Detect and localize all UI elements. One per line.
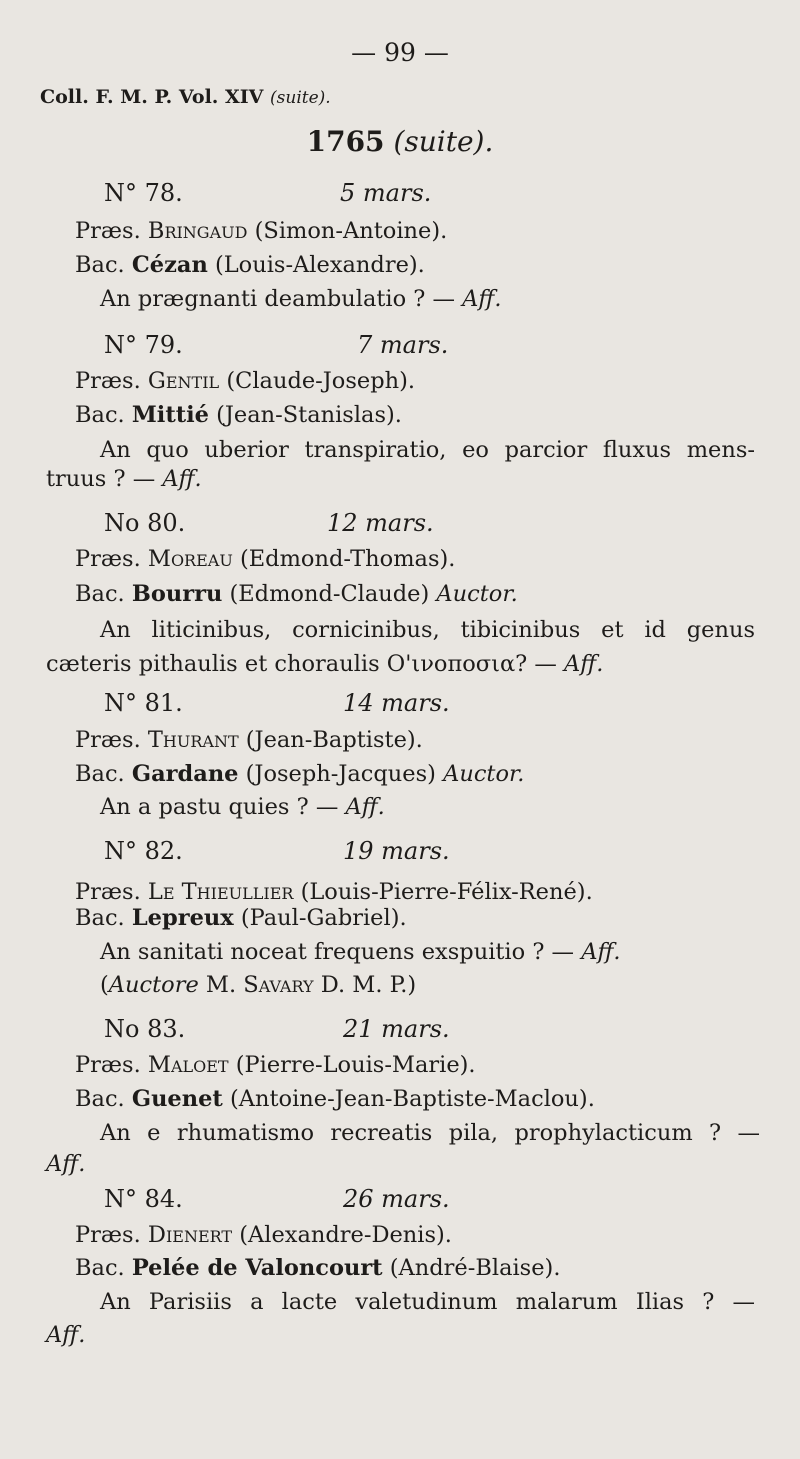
praeses-label: Præs.	[75, 368, 141, 394]
thesis-text: An a pastu quies ? —	[100, 794, 346, 820]
bac-name: Cézan	[131, 252, 208, 278]
entry-date: 26 mars.	[343, 1185, 450, 1213]
bac-forenames: (André-Blaise).	[389, 1255, 561, 1281]
thesis-verdict: Aff.	[581, 939, 621, 965]
bac-label: Bac.	[75, 761, 125, 787]
bac-name: Bourru	[131, 581, 223, 607]
thesis-text-line-2: truus ? —	[46, 466, 163, 492]
praeses-forenames: (Edmond-Thomas).	[239, 546, 456, 572]
baccalaureus-line	[75, 1253, 560, 1283]
thesis-verdict: Aff.	[162, 466, 202, 492]
collection-heading	[40, 86, 331, 108]
thesis-question	[100, 284, 502, 314]
praeses-forenames: (Jean-Baptiste).	[245, 727, 423, 753]
praeses-name: Dienert	[147, 1222, 233, 1248]
bac-forenames: (Edmond-Claude)	[229, 581, 437, 607]
entry-date: 19 mars.	[343, 837, 450, 865]
bac-name: Gardane	[131, 761, 239, 787]
thesis-text: An sanitati noceat frequens exspuitio ? —	[100, 939, 582, 965]
bac-forenames: (Jean-Stanislas).	[216, 402, 402, 428]
year-number: 1765	[306, 125, 385, 158]
praeses-line	[75, 366, 415, 396]
note-degree: D. M. P.)	[313, 972, 417, 998]
entry-number: N° 84.	[104, 1185, 183, 1213]
bac-label: Bac.	[75, 905, 125, 931]
entry-date: 7 mars.	[357, 331, 449, 359]
bac-name: Mittié	[131, 402, 209, 428]
praeses-forenames: (Claude-Joseph).	[226, 368, 416, 394]
collection-label: Coll. F. M. P. Vol. XIV	[40, 86, 264, 108]
entry-number: N° 81.	[104, 689, 183, 717]
thesis-question	[46, 464, 202, 494]
auctor-note	[100, 970, 416, 1000]
thesis-question	[100, 792, 385, 822]
praeses-label: Præs.	[75, 218, 141, 244]
praeses-line	[75, 544, 455, 574]
thesis-text-line-2: cæteris pithaulis et choraulis Ο'ινοποσια? —	[46, 651, 565, 677]
praeses-name: Bringaud	[147, 218, 248, 244]
bac-forenames: (Louis-Alexandre).	[214, 252, 425, 278]
note-paren: (	[100, 972, 109, 998]
note-auctore: Auctore	[108, 972, 199, 998]
praeses-name: Thurant	[147, 727, 239, 753]
baccalaureus-line	[75, 250, 425, 280]
praeses-forenames: (Simon-Antoine).	[254, 218, 448, 244]
praeses-label: Præs.	[75, 1052, 141, 1078]
thesis-text-line-1: An quo uberior transpiratio, eo parcior fluxus mens-	[100, 437, 755, 463]
baccalaureus-line	[75, 759, 524, 789]
bac-forenames: (Antoine-Jean-Baptiste-Maclou).	[229, 1086, 595, 1112]
thesis-text-line-1: An liticinibus, cornicinibus, tibicinibus et id genus	[100, 617, 755, 643]
bac-name: Lepreux	[131, 905, 234, 931]
bac-label: Bac.	[75, 1255, 125, 1281]
praeses-name: Le Thieullier	[147, 879, 294, 905]
baccalaureus-line	[75, 1084, 595, 1114]
thesis-verdict: Aff.	[46, 1151, 86, 1177]
bac-label: Bac.	[75, 581, 125, 607]
thesis-verdict: Aff.	[564, 651, 604, 677]
bac-forenames: (Paul-Gabriel).	[240, 905, 407, 931]
bac-auctor: Auctor.	[436, 581, 518, 607]
entry-number: N° 78.	[104, 179, 183, 207]
thesis-verdict: Aff.	[46, 1322, 86, 1348]
praeses-label: Præs.	[75, 546, 141, 572]
praeses-forenames: (Alexandre-Denis).	[239, 1222, 452, 1248]
note-name: Savary	[243, 972, 314, 998]
baccalaureus-line	[75, 579, 518, 609]
entry-date: 21 mars.	[343, 1015, 450, 1043]
bac-forenames: (Joseph-Jacques)	[245, 761, 444, 787]
bac-label: Bac.	[75, 252, 125, 278]
year-heading	[0, 125, 800, 158]
thesis-text-line-1: An e rhumatismo recreatis pila, prophylacticum ? —	[100, 1120, 760, 1146]
thesis-verdict: Aff.	[462, 286, 502, 312]
entry-number: N° 79.	[104, 331, 183, 359]
bac-label: Bac.	[75, 402, 125, 428]
praeses-line	[75, 725, 423, 755]
thesis-text-line-1: An Parisiis a lacte valetudinum malarum Ilias ? —	[100, 1289, 755, 1315]
praeses-forenames: (Pierre-Louis-Marie).	[235, 1052, 476, 1078]
bac-label: Bac.	[75, 1086, 125, 1112]
praeses-label: Præs.	[75, 727, 141, 753]
praeses-name: Maloet	[147, 1052, 229, 1078]
page-number: — 99 —	[351, 38, 449, 67]
entry-date: 5 mars.	[340, 179, 432, 207]
praeses-label: Præs.	[75, 1222, 141, 1248]
praeses-name: Gentil	[147, 368, 220, 394]
praeses-line	[75, 216, 447, 246]
praeses-line	[75, 1220, 452, 1250]
bac-name: Pelée de Valoncourt	[131, 1255, 383, 1281]
entry-number: No 83.	[104, 1015, 186, 1043]
entry-number: No 80.	[104, 509, 186, 537]
thesis-question	[46, 649, 603, 679]
praeses-label: Præs.	[75, 879, 141, 905]
praeses-name: Moreau	[147, 546, 233, 572]
bac-auctor: Auctor.	[443, 761, 525, 787]
entry-date: 12 mars.	[327, 509, 434, 537]
thesis-verdict: Aff.	[345, 794, 385, 820]
thesis-text: An prægnanti deambulatio ? —	[100, 286, 463, 312]
year-suffix: (suite).	[393, 125, 494, 158]
praeses-line	[75, 1050, 476, 1080]
praeses-forenames: (Louis-Pierre-Félix-René).	[300, 879, 593, 905]
baccalaureus-line	[75, 903, 407, 933]
entry-number: N° 82.	[104, 837, 183, 865]
collection-suffix: (suite).	[270, 88, 331, 108]
thesis-question	[100, 937, 621, 967]
note-title: M.	[198, 972, 244, 998]
baccalaureus-line	[75, 400, 402, 430]
bac-name: Guenet	[131, 1086, 223, 1112]
entry-date: 14 mars.	[343, 689, 450, 717]
